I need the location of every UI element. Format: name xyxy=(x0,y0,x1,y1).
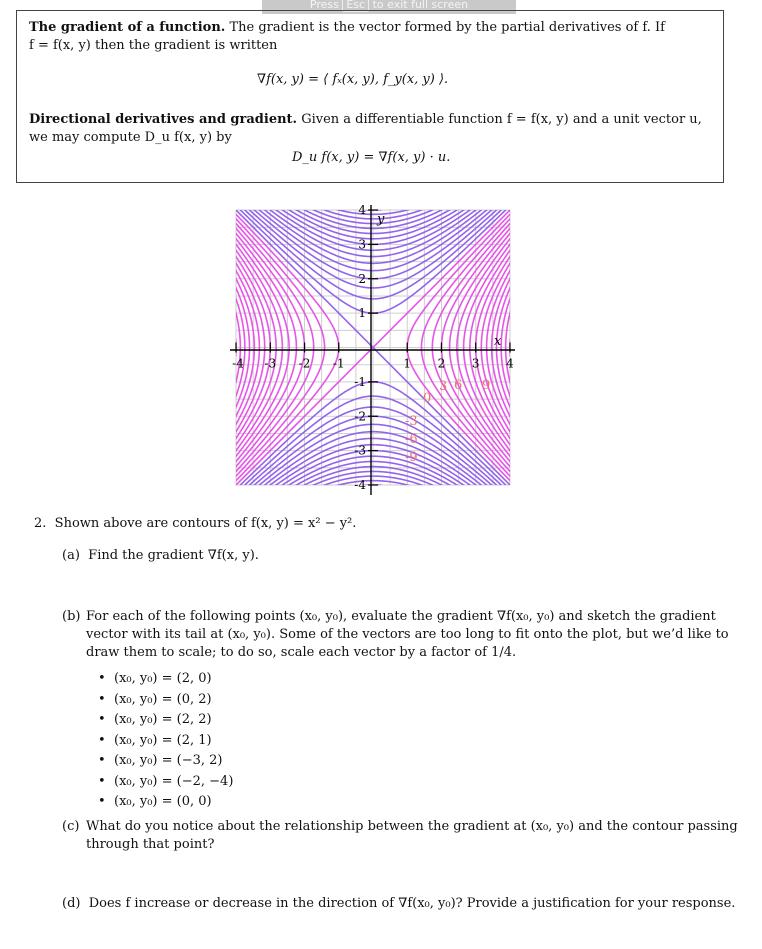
y-tick-label: -3 xyxy=(354,443,366,458)
x-tick-label: 3 xyxy=(471,356,480,371)
contour-label-positive: 0 xyxy=(423,391,432,406)
directional-derivative-line2: we may compute D_u f(x, y) by xyxy=(29,130,232,145)
contour-label-negative: -6 xyxy=(405,432,418,447)
part-d: (d) Does f increase or decrease in the direction of ∇f(x₀, y₀)? Provide a justification for your response. xyxy=(62,896,736,911)
bullet-icon: • xyxy=(98,712,106,727)
part-b-line2: vector with its tail at (x₀, y₀). Some of the vectors are too long to fit onto the plot, but we’d like to xyxy=(86,627,729,642)
bullet-icon: • xyxy=(98,773,106,789)
point-item: (x₀, y₀) = (−3, 2) xyxy=(114,753,223,768)
contour-label-positive: 9 xyxy=(482,378,491,393)
part-c-line1: What do you notice about the relationship between the gradient at (x₀, y₀) and the contour passing xyxy=(86,819,738,834)
x-axis-label: x xyxy=(494,334,502,349)
y-tick-label: 3 xyxy=(358,237,366,252)
gradient-definition-line2: f = f(x, y) then the gradient is written xyxy=(29,38,278,53)
contour-plot xyxy=(230,205,520,495)
gradient-definition-line1: The gradient of a function. The gradient is the vector formed by the partial derivatives of f. If xyxy=(29,20,665,35)
x-tick-label: 1 xyxy=(403,356,412,371)
fullscreen-banner: Press Esc to exit full screen xyxy=(262,0,516,14)
problem-2-stem: 2. Shown above are contours of f(x, y) = x² − y². xyxy=(34,516,357,531)
point-item: (x₀, y₀) = (0, 0) xyxy=(114,794,212,809)
point-item: (x₀, y₀) = (0, 2) xyxy=(114,691,212,707)
x-tick-label: -2 xyxy=(298,356,311,371)
bullet-icon: • xyxy=(98,671,106,686)
bullet-icon: • xyxy=(98,753,106,768)
contour-label-negative: -9 xyxy=(405,450,418,465)
part-a: (a) Find the gradient ∇f(x, y). xyxy=(62,548,259,563)
part-b-line3: draw them to scale; to do so, scale each vector by a factor of 1/4. xyxy=(86,645,517,660)
part-b-line1: For each of the following points (x₀, y₀), evaluate the gradient ∇f(x₀, y₀) and sketch the gradient xyxy=(86,609,716,624)
point-item: (x₀, y₀) = (2, 1) xyxy=(114,732,212,748)
contour-label-negative: -3 xyxy=(405,414,418,429)
bullet-icon: • xyxy=(98,691,106,707)
bullet-icon: • xyxy=(98,794,106,809)
part-c-line2: through that point? xyxy=(86,837,215,852)
y-tick-label: 2 xyxy=(358,271,366,286)
point-item: (x₀, y₀) = (−2, −4) xyxy=(114,773,234,789)
bullet-icon: • xyxy=(98,732,106,748)
x-tick-label: -3 xyxy=(264,356,277,371)
directional-derivative-line1: Directional derivatives and gradient. Given a differentiable function f = f(x, y) and a unit vector u, xyxy=(29,112,702,127)
contour-label-positive: 3 xyxy=(439,379,448,394)
x-tick-label: 4 xyxy=(506,356,514,371)
definition-box xyxy=(16,10,724,183)
part-c-label: (c) xyxy=(62,819,80,834)
x-tick-label: -4 xyxy=(232,356,244,371)
part-b-label: (b) xyxy=(62,609,81,624)
y-tick-label: 4 xyxy=(358,205,366,217)
x-tick-label: -1 xyxy=(332,356,345,371)
point-item: (x₀, y₀) = (2, 2) xyxy=(114,712,212,727)
y-tick-label: -4 xyxy=(354,478,366,492)
y-axis-label: y xyxy=(377,212,385,227)
y-tick-label: -2 xyxy=(354,409,366,424)
gradient-formula: ∇f(x, y) = ⟨ fₓ(x, y), f_y(x, y) ⟩. xyxy=(257,72,449,87)
y-tick-label: -1 xyxy=(354,374,366,389)
directional-derivative-formula: D_u f(x, y) = ∇f(x, y) · u. xyxy=(292,150,451,165)
y-tick-label: 1 xyxy=(358,306,366,321)
contour-label-positive: 6 xyxy=(454,378,463,393)
x-tick-label: 2 xyxy=(437,356,446,371)
point-item: (x₀, y₀) = (2, 0) xyxy=(114,671,212,686)
